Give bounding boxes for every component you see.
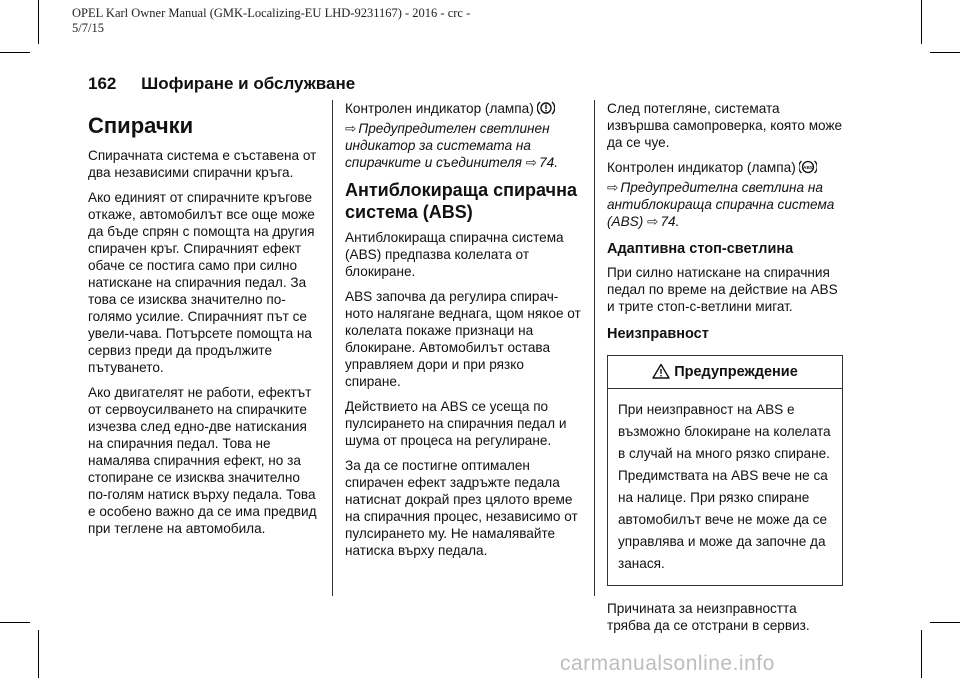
crop-mark — [930, 52, 960, 53]
brake-warning-icon — [537, 100, 555, 120]
column-divider — [594, 100, 595, 596]
meta-line-2: 5/7/15 — [72, 21, 104, 35]
indicator-line: Контролен индикатор (лампа) ⇨ Предупредителен светлинен индикатор за системата на спирачките и съединителя ⇨ 74. — [345, 101, 558, 170]
page-header — [88, 74, 355, 94]
paragraph: Действието на ABS се усеща по пулсирането на спирачния педал и шума от процеса на регулиране. — [345, 399, 567, 448]
abs-icon — [799, 159, 817, 179]
indicator-reference[interactable]: Предупредителен светлинен индикатор за системата на спирачките и съединителя — [345, 121, 550, 170]
warning-box — [607, 355, 843, 586]
paragraph: ABS започва да регулира спирач-ното налягане веднага, щом някое от колелата покаже признаци на блокиране. Автомобилът остава управляем дори и при рязко спиране. — [345, 289, 581, 389]
paragraph: Ако единият от спирачните кръгове откаже, автомобилът все още може да бъде спрян с помощта на другия спирачен кръг. Спирачният ефект обаче се постига само при силно натискане на спирачния педал. За това се изисква значително по-голямо усилие. Спирачният път се увели-чава. Потърсете помощта на сервиз преди да продължите пътуването. — [88, 190, 315, 375]
paragraph: Причината за неизправността трябва да се отстрани в сервиз. — [607, 601, 810, 633]
abs-indicator-page-ref[interactable]: 74 — [660, 214, 676, 229]
crop-mark — [921, 630, 922, 678]
paragraph: Антиблокираща спирачна система (ABS) предпазва колелата от блокиране. — [345, 230, 564, 279]
paragraph: Ако двигателят не работи, ефектът от сервоусилването на спирачките изчезва след едно-две натискания на спирачния педал. Това не намалява спирачния ефект, но за стопиране се изисква значително по-голям натиск върху педала. Това е особено важно да се има предвид при теглене на автомобила. — [88, 385, 317, 536]
crop-mark — [38, 0, 39, 44]
page-ref-arrow-icon: ⇨ — [647, 214, 659, 229]
meta-line-1: OPEL Karl Owner Manual (GMK-Localizing-EU LHD-9231167) - 2016 - crc - — [72, 6, 471, 20]
indicator-label: Контролен индикатор (лампа) — [607, 160, 796, 175]
column-3 — [607, 100, 843, 642]
paragraph: Спирачната система е съставена от два независими спирачни кръга. — [88, 148, 317, 180]
abs-indicator-line: Контролен индикатор (лампа) ABS ⇨ Предупредителна светлина на антиблокираща спирачна система (ABS) ⇨ 74. — [607, 160, 835, 229]
warning-text: При неизправност на ABS е възможно блокиране на колелата в случай на много рязко спиране. Предимствата на ABS вече не са на налице. При рязко спиране автомобилът вече не може да се управлява и може да започне да занася. — [618, 402, 831, 571]
page-ref-arrow-icon: ⇨ — [345, 121, 357, 136]
page-ref-arrow-icon: ⇨ — [525, 155, 538, 170]
crop-mark — [0, 52, 30, 53]
column-divider — [332, 100, 333, 596]
adaptive-brake-light-heading: Адаптивна стоп-светлина — [607, 241, 794, 257]
abs-heading: Антиблокираща спирачна система (ABS) — [345, 180, 577, 222]
page-number: 162 — [88, 74, 117, 93]
column-1 — [88, 113, 320, 545]
watermark: carmanualsonline.info — [560, 652, 775, 675]
paragraph: За да се постигне оптимален спирачен ефект задръжте педала натиснат докрай през цялото време на спирачния процес, независимо от пулсирането му. Не намалявайте натиска върху педала. — [345, 458, 578, 558]
fault-heading: Неизправност — [607, 326, 709, 342]
column-2 — [345, 100, 583, 567]
indicator-label: Контролен индикатор (лампа) — [345, 101, 534, 116]
indicator-page-ref[interactable]: 74 — [539, 155, 555, 170]
crop-mark — [0, 622, 30, 623]
crop-mark — [930, 622, 960, 623]
svg-text:ABS: ABS — [802, 165, 813, 170]
brakes-heading: Спирачки — [88, 113, 194, 138]
page-ref-arrow-icon: ⇨ — [607, 180, 619, 195]
section-title: Шофиране и обслужване — [141, 74, 356, 93]
paragraph: При силно натискане на спирачния педал по време на действие на ABS и трите стоп-с-ветлини мигат. — [607, 265, 838, 314]
document-meta-header — [72, 6, 552, 36]
abs-indicator-reference[interactable]: Предупредителна светлина на антиблокираща спирачна система (ABS) — [607, 180, 835, 229]
crop-mark — [38, 630, 39, 678]
warning-triangle-icon — [652, 363, 670, 379]
crop-mark — [921, 0, 922, 44]
warning-header — [608, 356, 842, 389]
paragraph: След потегляне, системата извършва самопроверка, която може да се чуе. — [607, 101, 843, 150]
warning-title: Предупреждение — [674, 364, 798, 380]
